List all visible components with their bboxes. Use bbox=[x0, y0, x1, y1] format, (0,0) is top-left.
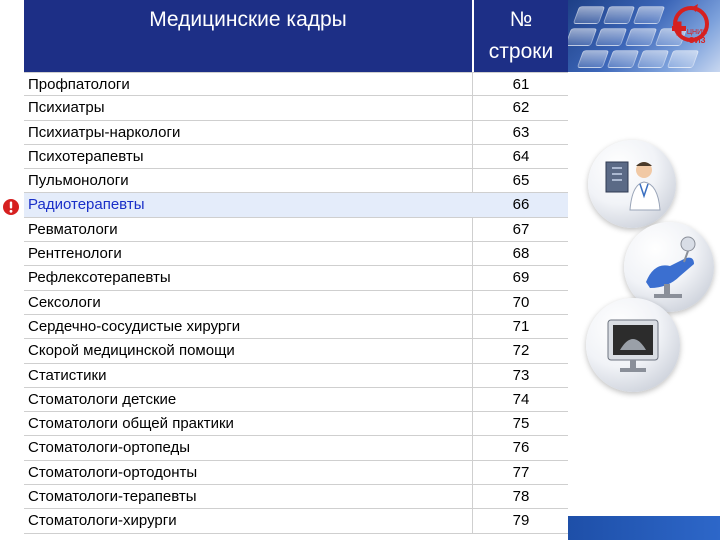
cell-specialty: Сексологи bbox=[28, 293, 101, 311]
table-row bbox=[24, 266, 568, 290]
logo-text-1: ЦНИИ bbox=[686, 29, 708, 36]
cell-specialty: Пульмонологи bbox=[28, 172, 129, 190]
table-row-highlighted bbox=[24, 193, 568, 217]
cell-row-number: 67 bbox=[512, 220, 530, 238]
header-number-label: строки bbox=[488, 40, 554, 63]
cell-row-number: 74 bbox=[512, 390, 530, 408]
table-row bbox=[24, 461, 568, 485]
table-row bbox=[24, 388, 568, 412]
table-row bbox=[24, 121, 568, 145]
cell-row-number: 61 bbox=[512, 76, 530, 93]
cell-specialty: Рентгенологи bbox=[28, 245, 122, 263]
table-row bbox=[24, 364, 568, 388]
table-row bbox=[24, 96, 568, 120]
table-row bbox=[24, 339, 568, 363]
cell-row-number: 70 bbox=[512, 293, 530, 311]
cell-row-number: 68 bbox=[512, 245, 530, 263]
cell-specialty: Профпатологи bbox=[28, 76, 130, 93]
cell-specialty: Радиотерапевты bbox=[28, 196, 145, 214]
header-number-sign: № bbox=[509, 8, 533, 31]
cell-specialty: Стоматологи-ортодонты bbox=[28, 463, 198, 481]
cell-specialty: Психотерапевты bbox=[28, 147, 144, 165]
table-row bbox=[24, 145, 568, 169]
cell-row-number: 73 bbox=[512, 366, 530, 384]
cell-specialty: Стоматологи детские bbox=[28, 390, 177, 408]
footer-bar bbox=[568, 516, 720, 540]
doctor-xray-icon bbox=[588, 140, 676, 228]
cell-specialty: Стоматологи общей практики bbox=[28, 415, 234, 433]
clinic-logo bbox=[668, 4, 714, 60]
cell-specialty: Скорой медицинской помощи bbox=[28, 342, 235, 360]
cell-specialty: Рефлексотерапевты bbox=[28, 269, 171, 287]
table-body bbox=[24, 72, 568, 534]
cell-row-number: 78 bbox=[512, 488, 530, 506]
header-row-number bbox=[474, 0, 568, 72]
cell-row-number: 71 bbox=[512, 317, 530, 335]
cell-specialty: Психиатры-наркологи bbox=[28, 123, 181, 141]
cell-row-number: 69 bbox=[512, 269, 530, 287]
cell-row-number: 76 bbox=[512, 439, 530, 457]
cell-row-number: 79 bbox=[512, 512, 530, 530]
cell-row-number: 64 bbox=[512, 147, 530, 165]
cell-row-number: 77 bbox=[512, 463, 530, 481]
table-row bbox=[24, 436, 568, 460]
cell-row-number: 63 bbox=[512, 123, 530, 141]
cell-specialty: Статистики bbox=[28, 366, 107, 384]
cell-row-number: 62 bbox=[512, 99, 530, 117]
table-row bbox=[24, 485, 568, 509]
table-row bbox=[24, 218, 568, 242]
cell-specialty: Сердечно-сосудистые хирурги bbox=[28, 317, 241, 335]
table-row bbox=[24, 242, 568, 266]
cell-specialty: Стоматологи-терапевты bbox=[28, 488, 197, 506]
table-row bbox=[24, 72, 568, 96]
cell-row-number: 72 bbox=[512, 342, 530, 360]
cell-row-number: 75 bbox=[512, 415, 530, 433]
cell-specialty: Стоматологи-хирурги bbox=[28, 512, 177, 530]
cell-row-number: 66 bbox=[512, 196, 530, 214]
table-row bbox=[24, 315, 568, 339]
alert-icon bbox=[2, 198, 20, 216]
table-row bbox=[24, 412, 568, 436]
cell-row-number: 65 bbox=[512, 172, 530, 190]
cell-specialty: Психиатры bbox=[28, 99, 105, 117]
table-row bbox=[24, 509, 568, 533]
cell-specialty: Стоматологи-ортопеды bbox=[28, 439, 191, 457]
header-title: Медицинские кадры bbox=[24, 0, 472, 72]
ultrasound-monitor-icon bbox=[586, 298, 680, 392]
table-row bbox=[24, 291, 568, 315]
logo-text-2: ОИЗ bbox=[688, 36, 706, 45]
cell-specialty: Ревматологи bbox=[28, 220, 118, 238]
table-row bbox=[24, 169, 568, 193]
